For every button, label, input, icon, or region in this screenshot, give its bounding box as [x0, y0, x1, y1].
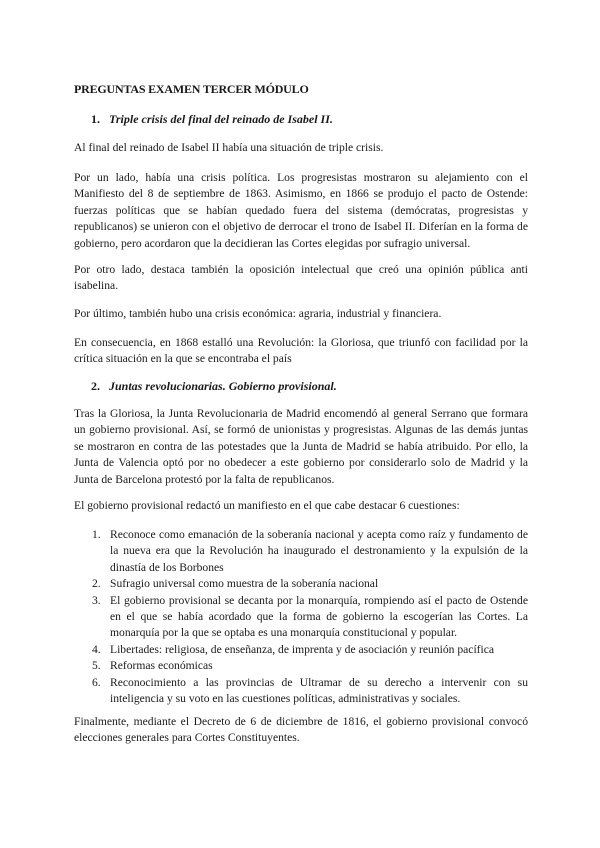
list-item-text: Reconoce como emanación de la soberanía nacional y acepta como raíz y fundamento de la nueva era que la Revolución ha inaugurado el destronamiento y la expulsión de la dinastía de los Borbones — [110, 528, 528, 574]
paragraph: Por último, también hubo una crisis económica: agraria, industrial y financiera. — [74, 307, 442, 320]
paragraph: Por otro lado, destaca también la oposición intelectual que creó una opinión pública anti isabelina. — [74, 263, 528, 293]
list-item-text: Sufragio universal como muestra de la soberanía nacional — [110, 577, 379, 591]
section-1-heading-text: Triple crisis del final del reinado de Isabel II. — [109, 112, 333, 126]
list-item-text: Reconocimiento a las provincias de Ultramar de su derecho a intervenir con su inteligencia y su voto en las cuestiones políticas, administrativas y sociales. — [110, 675, 528, 706]
section-2-number: 2. — [91, 379, 100, 393]
paragraph: Tras la Gloriosa, la Junta Revolucionaria de Madrid encomendó al general Serrano que formara un gobierno provisional. Así, se formó de unionistas y progresistas. Algunas de las demás juntas se mostraron en contra de las potestades que la Junta de Madrid se había atribuido. Por ello, la Junta de Valencia optó por no obedecer a este gobierno por considerarlo solo de Madrid y la Junta de Barcelona protestó por la falta de republicanos. — [74, 407, 528, 486]
list-item — [92, 593, 528, 642]
list-item — [92, 675, 528, 708]
list-item-number: 2. — [92, 577, 101, 591]
list-item — [92, 658, 528, 674]
list-item — [92, 576, 528, 592]
section-2-heading-text: Juntas revolucionarias. Gobierno provisional. — [109, 379, 337, 393]
list-item-text: Reformas económicas — [110, 659, 213, 673]
list-item — [92, 527, 528, 576]
section-1-number: 1. — [91, 112, 100, 126]
list-item-number: 5. — [92, 659, 101, 673]
list-item-number: 3. — [92, 593, 101, 607]
section-1-heading — [91, 111, 333, 127]
list-item-text: El gobierno provisional se decanta por la monarquía, rompiendo así el pacto de Ostende en el que se había acordado que la forma de gobierno la escogerían las Cortes. La monarquía por la que se optaba es una monarquía constitucional y popular. — [110, 593, 528, 640]
paragraph: En consecuencia, en 1868 estalló una Revolución: la Gloriosa, que triunfó con facilidad por la crítica situación en la que se encontraba el país — [74, 336, 528, 366]
paragraph: Por un lado, había una crisis política. Los progresistas mostraron su alejamiento con el Manifiesto del 8 de septiembre de 1863. Asimismo, en 1866 se produjo el pacto de Ostende: fuerzas políticas que se habían quedado fuera del sistema (demócratas, progresistas y republicanos) se unieron con el objetivo de derrocar el trono de Isabel II. Diferían en la forma de gobierno, pero acordaron que la decidieran las Cortes elegidas por sufragio universal. — [74, 171, 528, 250]
list-item — [92, 642, 528, 658]
list-item-number: 6. — [92, 675, 101, 689]
list-item-text: Libertades: religiosa, de enseñanza, de imprenta y de asociación y reunión pacífica — [110, 642, 495, 656]
list-item-number: 4. — [92, 642, 101, 656]
document-title: PREGUNTAS EXAMEN TERCER MÓDULO — [74, 82, 309, 96]
closing-paragraph: Finalmente, mediante el Decreto de 6 de diciembre de 1816, el gobierno provisional convocó elecciones generales para Cortes Constituyentes. — [74, 715, 528, 745]
paragraph: El gobierno provisional redactó un manifiesto en el que cabe destacar 6 cuestiones: — [74, 499, 460, 512]
list-item-number: 1. — [92, 528, 101, 541]
section-2-heading — [91, 378, 337, 394]
manifesto-list — [92, 527, 528, 707]
paragraph: Al final del reinado de Isabel II había una situación de triple crisis. — [74, 141, 384, 154]
